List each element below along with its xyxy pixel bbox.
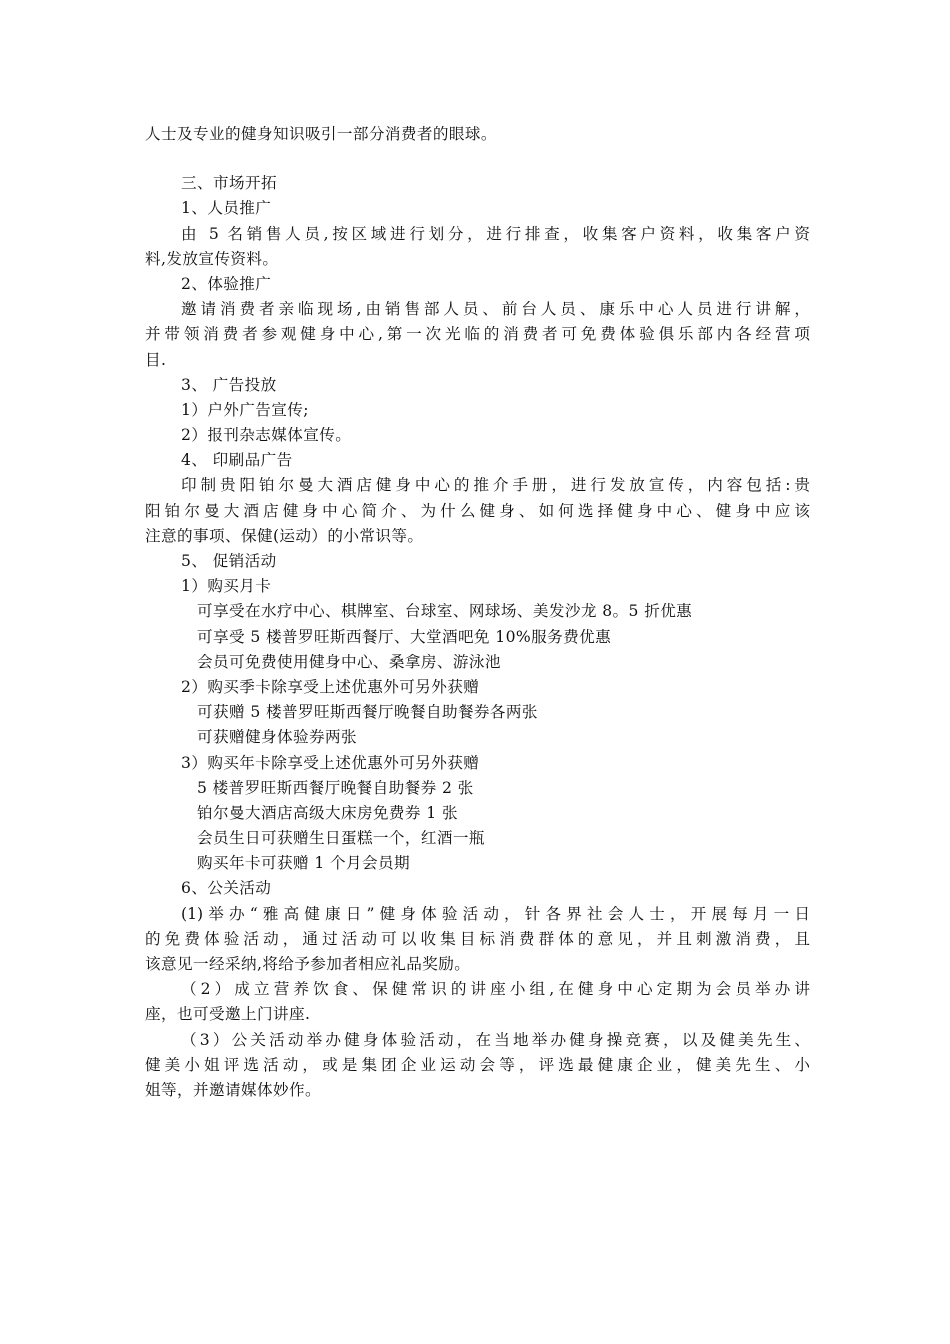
text-line: 料,发放宣传资料。 xyxy=(145,249,279,268)
benefit-item: 5 楼普罗旺斯西餐厅晚餐自助餐券 2 张 xyxy=(197,778,474,797)
list-item: 1）户外广告宣传; xyxy=(181,400,309,419)
text-line: 阳铂尔曼大酒店健身中心简介、为什么健身、如何选择健身中心、健身中应该 xyxy=(145,501,810,520)
subsection-heading: 5、 促销活动 xyxy=(181,552,277,570)
benefit-item: 会员生日可获赠生日蛋糕一个，红酒一瓶 xyxy=(197,829,485,848)
benefit-item: 会员可免费使用健身中心、桑拿房、游泳池 xyxy=(197,652,501,671)
text-line: 该意见一经采纳,将给予参加者相应礼品奖励。 xyxy=(145,955,471,973)
benefit-item: 可获赠健身体验券两张 xyxy=(197,728,357,747)
text-line: 由 5 名销售人员,按区域进行划分，进行排查，收集客户资料，收集客户资 xyxy=(181,224,810,243)
text-line: 注意的事项、保健(运动）的小常识等。 xyxy=(145,526,424,545)
document-body xyxy=(145,122,810,1103)
text-line: 人士及专业的健身知识吸引一部分消费者的眼球。 xyxy=(145,125,497,143)
subsection-heading: 2、体验推广 xyxy=(181,274,272,293)
list-item: 3）购买年卡除享受上述优惠外可另外获赠 xyxy=(181,753,480,772)
text-line: 印制贵阳铂尔曼大酒店健身中心的推介手册，进行发放宣传，内容包括:贵 xyxy=(181,476,810,495)
benefit-item: 铂尔曼大酒店高级大床房免费券 1 张 xyxy=(197,803,458,822)
subsection-heading: 4、 印刷品广告 xyxy=(181,451,293,470)
text-line: 姐等，并邀请媒体妙作。 xyxy=(145,1080,321,1099)
subsection-heading: 6、公关活动 xyxy=(181,879,272,898)
text-line: （3）公关活动举办健身体验活动，在当地举办健身操竞赛，以及健美先生、 xyxy=(181,1030,810,1049)
list-item: 2）报刊杂志媒体宣传。 xyxy=(181,426,352,445)
subsection-heading: 1、人员推广 xyxy=(181,199,272,218)
list-item: 2）购买季卡除享受上述优惠外可另外获赠 xyxy=(181,677,480,696)
text-line: 并带领消费者参观健身中心,第一次光临的消费者可免费体验俱乐部内各经营项 xyxy=(145,325,810,344)
text-line: 健美小姐评选活动，或是集团企业运动会等，评选最健康企业，健美先生、小 xyxy=(145,1055,810,1074)
text-line: 目. xyxy=(145,350,167,369)
benefit-item: 可获赠 5 楼普罗旺斯西餐厅晚餐自助餐券各两张 xyxy=(197,703,538,722)
benefit-item: 可享受在水疗中心、棋牌室、台球室、网球场、美发沙龙 8。5 折优惠 xyxy=(197,602,693,621)
list-item: 1）购买月卡 xyxy=(181,577,272,596)
text-line: （2）成立营养饮食、保健常识的讲座小组,在健身中心定期为会员举办讲 xyxy=(181,980,810,999)
text-line: 的免费体验活动，通过活动可以收集目标消费群体的意见，并且刺激消费，且 xyxy=(145,929,810,948)
benefit-item: 购买年卡可获赠 1 个月会员期 xyxy=(197,854,410,873)
paragraph-gap xyxy=(145,147,810,171)
subsection-heading: 3、 广告投放 xyxy=(181,375,277,394)
text-line: (1)举办“雅高健康日”健身体验活动，针各界社会人士，开展每月一日 xyxy=(181,904,810,923)
section-heading: 三、市场开拓 xyxy=(181,174,277,193)
benefit-item: 可享受 5 楼普罗旺斯西餐厅、大堂酒吧免 10%服务费优惠 xyxy=(197,627,612,646)
text-line: 座，也可受邀上门讲座. xyxy=(145,1005,311,1024)
text-line: 邀请消费者亲临现场,由销售部人员、前台人员、康乐中心人员进行讲解， xyxy=(181,300,810,319)
